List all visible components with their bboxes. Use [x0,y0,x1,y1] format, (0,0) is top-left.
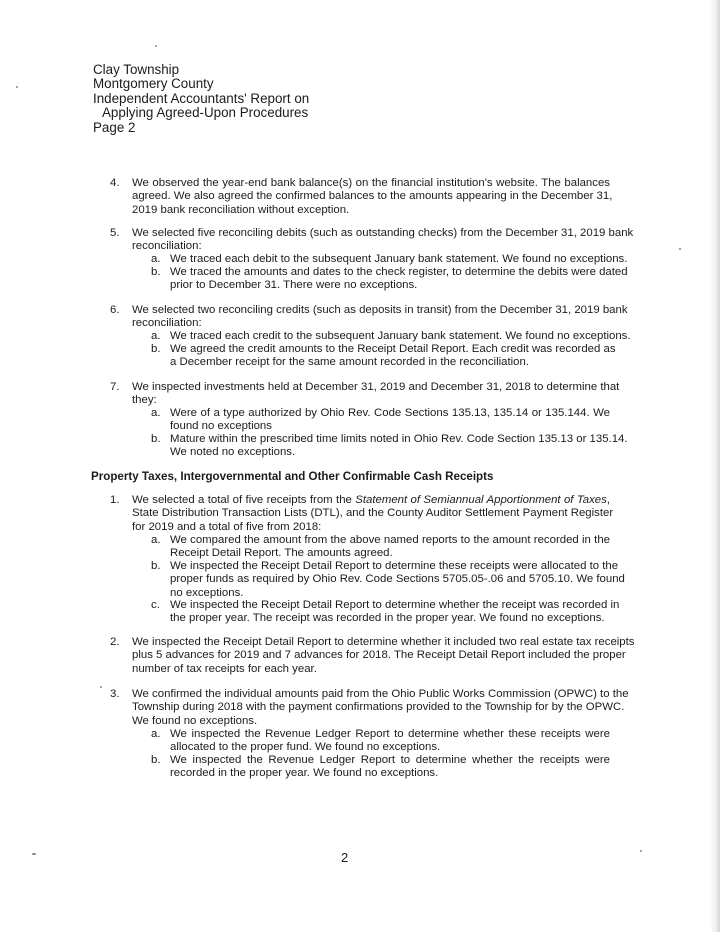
item-number: 2. [110,636,120,648]
sub-line: prior to December 31. There were no exceptions. [170,279,418,292]
section-heading: Property Taxes, Intergovernmental and Other Confirmable Cash Receipts [91,470,494,483]
item-line: Township during 2018 with the payment confirmations provided to the Township for by the OPWC. [132,701,625,714]
scan-speck [679,248,681,250]
item-number: 3. [110,688,120,700]
sub-line: no exceptions. [170,586,244,599]
item-number: 4. [110,177,120,189]
sub-line: We inspected the Revenue Ledger Report to determine whether the receipts were [170,754,610,766]
sub-line: We compared the amount from the above named reports to the amount recorded in the [170,534,610,546]
scan-speck [16,86,18,88]
sub-line: We inspected the Revenue Ledger Report to determine whether these receipts were [170,728,610,740]
sub-line: We traced the amounts and dates to the check register, to determine the debits were dated [170,266,628,278]
sub-line: We traced each debit to the subsequent January bank statement. We found no exceptions. [170,253,628,265]
sub-line: Mature within the prescribed time limits noted in Ohio Rev. Code Section 135.13 or 135.14. [170,433,628,445]
item-line: We inspected the Receipt Detail Report to determine whether it included two real estate tax receipts [132,636,635,648]
sub-letter: a. [151,253,161,265]
item-number: 5. [110,227,120,239]
sub-letter: b. [151,433,161,445]
item-line: We inspected investments held at December 31, 2019 and December 31, 2018 to determine that [132,381,620,393]
sub-letter: b. [151,343,161,355]
sub-letter: c. [151,599,160,611]
sub-letter: a. [151,728,161,740]
sub-line: recorded in the proper year. We found no exceptions. [170,767,439,780]
item-line: We selected two reconciling credits (such as deposits in transit) from the December 31, 2019 bank [132,304,628,316]
item-line: State Distribution Transaction Lists (DTL), and the County Auditor Settlement Payment Register [132,507,614,520]
sub-line: proper funds as required by Ohio Rev. Code Sections 5705.05-.06 and 5705.10. We found [170,573,625,586]
sub-letter: a. [151,330,161,342]
item-number: 6. [110,304,120,316]
sub-line: Were of a type authorized by Ohio Rev. Code Sections 135.13, 135.14 or 135.144. We [170,407,610,419]
item-line-comma: , [606,494,610,506]
item-line-lead: We selected a total of five receipts from the [132,494,356,506]
sub-line: the proper year. The receipt was recorded in the proper year. We found no exceptions. [170,612,605,625]
item-line: number of tax receipts for each year. [132,662,317,675]
item-line: agreed. We also agreed the confirmed balances to the amounts appearing in the December 31, [132,190,613,203]
township-name: Clay Township [93,62,180,77]
scan-speck [155,45,157,47]
item-line: We confirmed the individual amounts paid from the Ohio Public Works Commission (OPWC) to the [132,688,629,700]
item-line [132,494,610,507]
page-number: 2 [341,850,349,865]
sub-line: We agreed the credit amounts to the Receipt Detail Report. Each credit was recorded as [170,343,616,355]
sub-line: a December receipt for the same amount recorded in the reconciliation. [170,356,529,369]
sub-line: found no exceptions [170,420,272,433]
page-label: Page 2 [93,119,136,135]
report-title: Independent Accountants' Report on [93,90,310,106]
sub-letter: a. [151,534,161,546]
statement-title-italic: Statement of Semiannual Apportionment of Taxes [355,494,607,506]
page-edge-shadow [710,0,720,932]
sub-line: We inspected the Receipt Detail Report to determine these receipts were allocated to the [170,560,619,572]
sub-line: Receipt Detail Report. The amounts agreed. [170,547,393,560]
sub-line: We traced each credit to the subsequent January bank statement. We found no exceptions. [170,330,631,342]
item-line: We selected five reconciling debits (such as outstanding checks) from the December 31, 2019 bank [132,227,634,239]
item-line: for 2019 and a total of five from 2018: [132,520,322,533]
county-name: Montgomery County [93,76,214,92]
item-line: plus 5 advances for 2019 and 7 advances for 2018. The Receipt Detail Report included the proper [132,649,626,662]
item-line: reconciliation: [132,317,202,330]
scan-speck [640,850,642,852]
sub-line: allocated to the proper fund. We found no exceptions. [170,741,441,754]
sub-letter: b. [151,560,161,572]
report-header [93,63,309,135]
sub-line: We inspected the Receipt Detail Report to determine whether the receipt was recorded in [170,599,620,611]
item-line: We observed the year-end bank balance(s) on the financial institution's website. The balances [132,177,610,189]
sub-letter: a. [151,407,161,419]
scan-speck [100,686,102,688]
item-line: reconciliation: [132,240,202,253]
item-number: 1. [110,494,120,506]
item-number: 7. [110,381,120,393]
report-subtitle: Applying Agreed-Upon Procedures [102,105,309,121]
sub-letter: b. [151,754,161,766]
scan-speck [32,853,36,855]
item-line: We found no exceptions. [132,714,258,727]
sub-letter: b. [151,266,161,278]
item-line: they: [132,394,157,407]
sub-line: We noted no exceptions. [170,446,296,459]
item-line: 2019 bank reconciliation without exception. [132,203,350,216]
